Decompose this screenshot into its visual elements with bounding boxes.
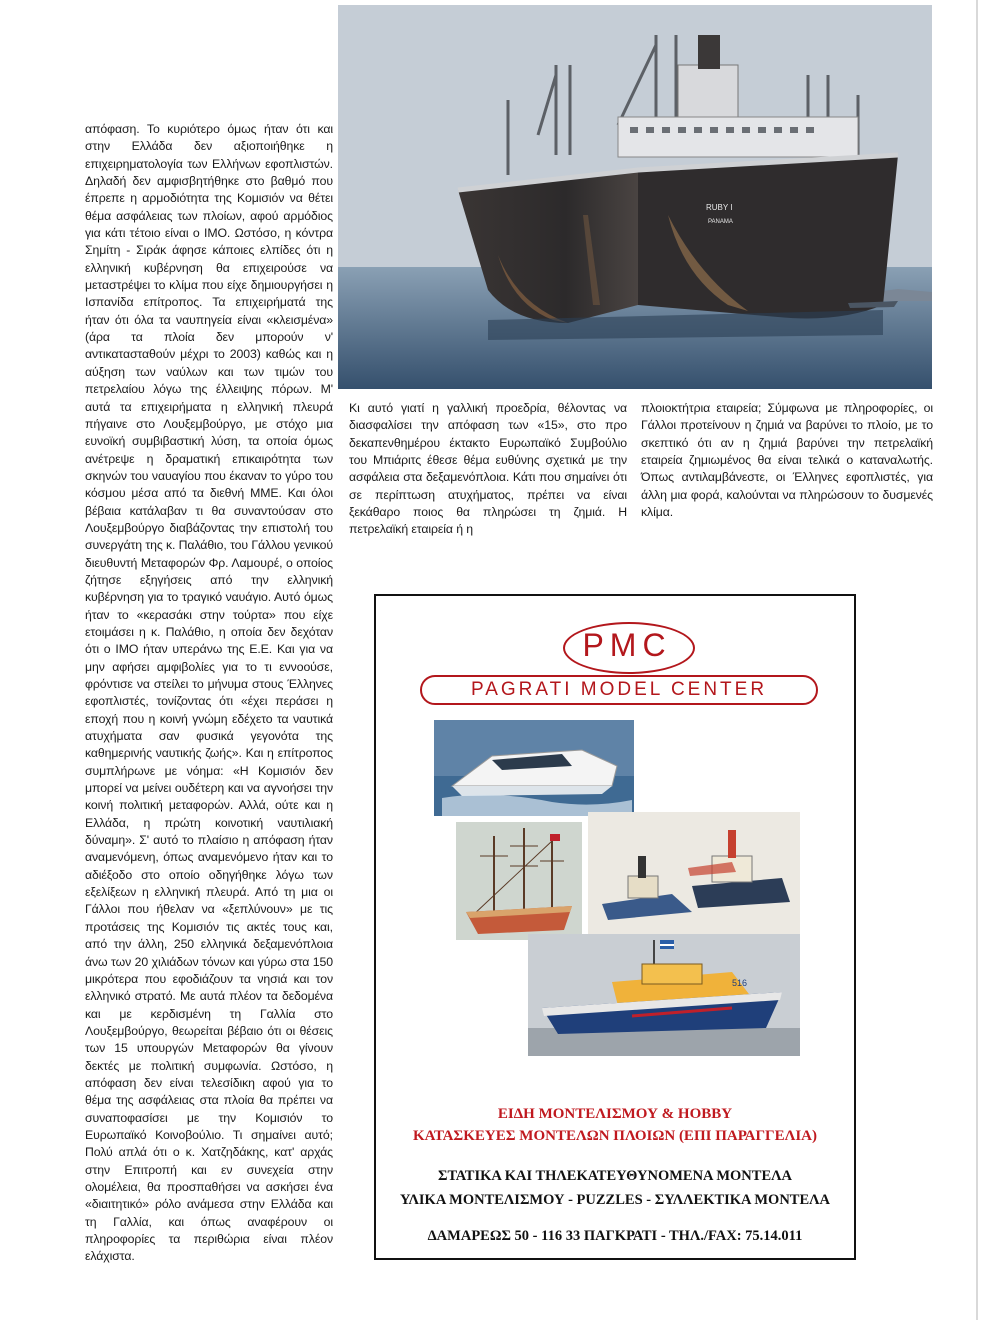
lifeboat-number: 516 [732,978,748,988]
ad-line-ship-models: ΚΑΤΑΣΚΕΥΕΣ ΜΟΝΤΕΛΩΝ ΠΛΟΙΩΝ (ΕΠΙ ΠΑΡΑΓΓΕΛΙΑ) [412,1128,817,1144]
ad-line-static-rc: ΣΤΑΤΙΚΑ ΚΑΙ ΤΗΛΕΚΑΤΕΥΘΥΝΟΜΕΝΑ ΜΟΝΤΕΛΑ [438,1168,792,1184]
ad-address: ΔΑΜΑΡΕΩΣ 50 - 116 33 ΠΑΓΚΡΑΤΙ - ΤΗΛ./FAX: 75.14.011 [427,1228,803,1244]
tugboats-photo [588,812,800,934]
pmc-logo-text: PMC [582,627,672,663]
tanker-photo [338,5,932,389]
ad-line-hobby: ΕΙΔΗ ΜΟΝΤΕΛΙΣΜΟΥ & HOBBY [497,1106,733,1122]
sailing-ship-photo [456,822,582,940]
page-edge-line [976,0,978,1320]
yacht-photo [434,720,634,816]
article-right-column: πλοιοκτήτρια εταιρεία; Σύμφωνα με πληροφορίες, οι Γάλλοι προτείνουν η ζημιά να βαρύνει το πλοίο, με το σκεπτικό ότι αν η ζημιά βαρύνει την πετρελαϊκή εταιρεία ζημιωμένος θα είναι τελικά ο καταναλωτής. Όπως αντιλαμβάνεστε, οι Έλληνες εφοπλιστές, για άλλη μια φορά, καλούνται να πληρώσουν το δυσμενές κλίμα. [641,401,933,520]
article-left-column: απόφαση. Το κυριότερο όμως ήταν ότι και στην Ελλάδα δεν αξιοποιήθηκε η επιχειρηματολογία των Ελλήνων εφοπλιστών. Δηλαδή δεν αμφισβητήθηκε στο βαθμό που έπρεπε η αρμοδιότητα της Κομισιόν να θέτει θέμα ασφάλειας των πλοίων, αφού αρμόδιος για κάτι τέτοιο είναι ο ΙΜΟ. Ωστόσο, η κόντρα Σημίτη - Σιράκ άφησε κάποιες ελπίδες ότι η ελληνική κυβέρνηση θα επιχειρούσε να μεταστρέψει το κλίμα που είχε δημιουργήσει η Ισπανίδα επίτροπος. Τα επιχειρήματά της ήταν ότι όλα τα ναυπηγεία είναι «κλεισμένα» (άρα τα πλοία δεν μπορούν ν' αντικατασταθούν μέχρι το 2003) καθώς και η αύξηση των ναύλων και των τιμών του πετρελαίου λόγω της έλλειψης πόρων. Μ' αυτά τα επιχειρήματα η ελληνική πλευρά πήγαινε στο Λουξεμβούργο, με στόχο μια ευνοϊκή συμβιβαστική λύση, τα οποία όμως ανέτρεψε η δραματική επικαιρότητα των σκηνών του ναυαγίου που έκαναν το γύρο του κόσμου μέσα από τα διεθνή ΜΜΕ. Και όλοι βέβαια κατάλαβαν τι θα συναντούσαν στο Λουξεμβούργο διαβάζοντας την επιστολή του συνεργάτη της κ. Παλάθιο, του Γάλλου γενικού διευθυντή Μεταφορών Φρ. Λαμουρέ, ο οποίος ζήτησε εξηγήσεις από την ελληνική κυβέρνηση για το τραγικό ναυάγιο. Αυτό όμως ήταν το «κερασάκι στην τούρτα» που είχε ετοιμάσει η κ. Παλάθιο, η οποία δεν δεχόταν ότι ο ΙΜΟ ήταν υπεράνω της Ε.Ε. Και για να μην αφήσει αμφιβολίες για το τι εννοούσε, φρόντισε να στείλει το μήνυμα στους Έλληνες εφοπλιστές, τονίζοντας ότι «έχει περάσει η εποχή που η κοινή γνώμη εδέχετο τα ναυτικά ατυχήματα σαν φυσικά γεγονότα της καθημερινής ναυτικής ζωής». Και η επίτροπος συμπλήρωνε με νόημα: «Η Κομισιόν δεν μπορεί να μείνει ουδέτερη και να αγνοήσει την κοινή πολιτική μεταφορών. Αλλά, ούτε και η Ελλάδα, η πρώτη κοινοτική ναυτιλιακή δύναμη». Σ' αυτό το πλαίσιο η απόφαση ήταν αναμενόμενη, όπως αναμενόμενο ήταν και το αδιέξοδο στο οποίο οδηγήθηκε λόγω των εξελίξεων η ελληνική πλευρά. Από τη μια οι Γάλλοι που ήθελαν να «ξεπλύνουν» με τις προτάσεις της Κομισιόν τις ακτές τους και, από την άλλη, 250 ελληνικά δεξαμενόπλοια άνω των 20 χιλιάδων τόνων και γύρω στα 150 μικρότερα που εφοδιάζουν τα νησιά και τον ελληνικό στρατό. Με αυτά πλέον τα δεδομένα και με κερδισμένη τη Γαλλία στο Λουξεμβούργο, θεωρείται βέβαιο ότι οι θέσεις των 15 υπουργών Μεταφορών θα γίνουν δεκτές με πολιτική συμφωνία. Ωστόσο, η απόφαση δεν είναι τελεσίδικη αφού για το θέμα της ασφάλειας στα πλοία θα πρέπει να συναποφασίσει με την Κομισιόν το Ευρωπαϊκό Κοινοβούλιο. Τι σημαίνει αυτό; Πολύ απλά ότι ο κ. Χατζηδάκης, κατ' αρχάς στην Επιτροπή και εν συνεχεία στην ολομέλεια, θα προσπαθήσει να ασκήσει ένα «διαιτητικό» ρόλο ανάμεσα στην Ελλάδα και τη Γαλλία, και όπως αναφέρουν οι πληροφορίες τα περιθώρια είναι πλέον ελάχιστα. [85,122,333,1264]
ship-name-text: RUBY I [706,203,733,212]
company-name-band: PAGRATI MODEL CENTER [420,675,818,705]
model-boats-collage [432,716,802,1058]
ad-line-materials: ΥΛΙΚΑ ΜΟΝΤΕΛΙΣΜΟΥ - PUZZLES - ΣΥΛΛΕΚΤΙΚΑ ΜΟΝΤΕΛΑ [399,1192,830,1208]
article-middle-column: Κι αυτό γιατί η γαλλική προεδρία, θέλοντας να διασφαλίσει την απόφαση των «15», στο προ δεκαπενθημέρου έκτακτο Ευρωπαϊκό Συμβούλιο του Μπιάριτς έθεσε θέμα ευθύνης σχετικά με την ασφάλεια στα δεξαμενόπλοια. Κάτι που σημαίνει ότι σε περίπτωση ατυχήματος, πρέπει να είναι ξεκάθαρο ποιος θα πληρώσει τη ζημιά. Η πετρελαϊκή εταιρεία ή η [349,401,627,537]
ship-port-text: PANAMA [708,219,733,225]
lifeboat-photo [528,934,800,1056]
pmc-advertisement [374,594,856,1260]
